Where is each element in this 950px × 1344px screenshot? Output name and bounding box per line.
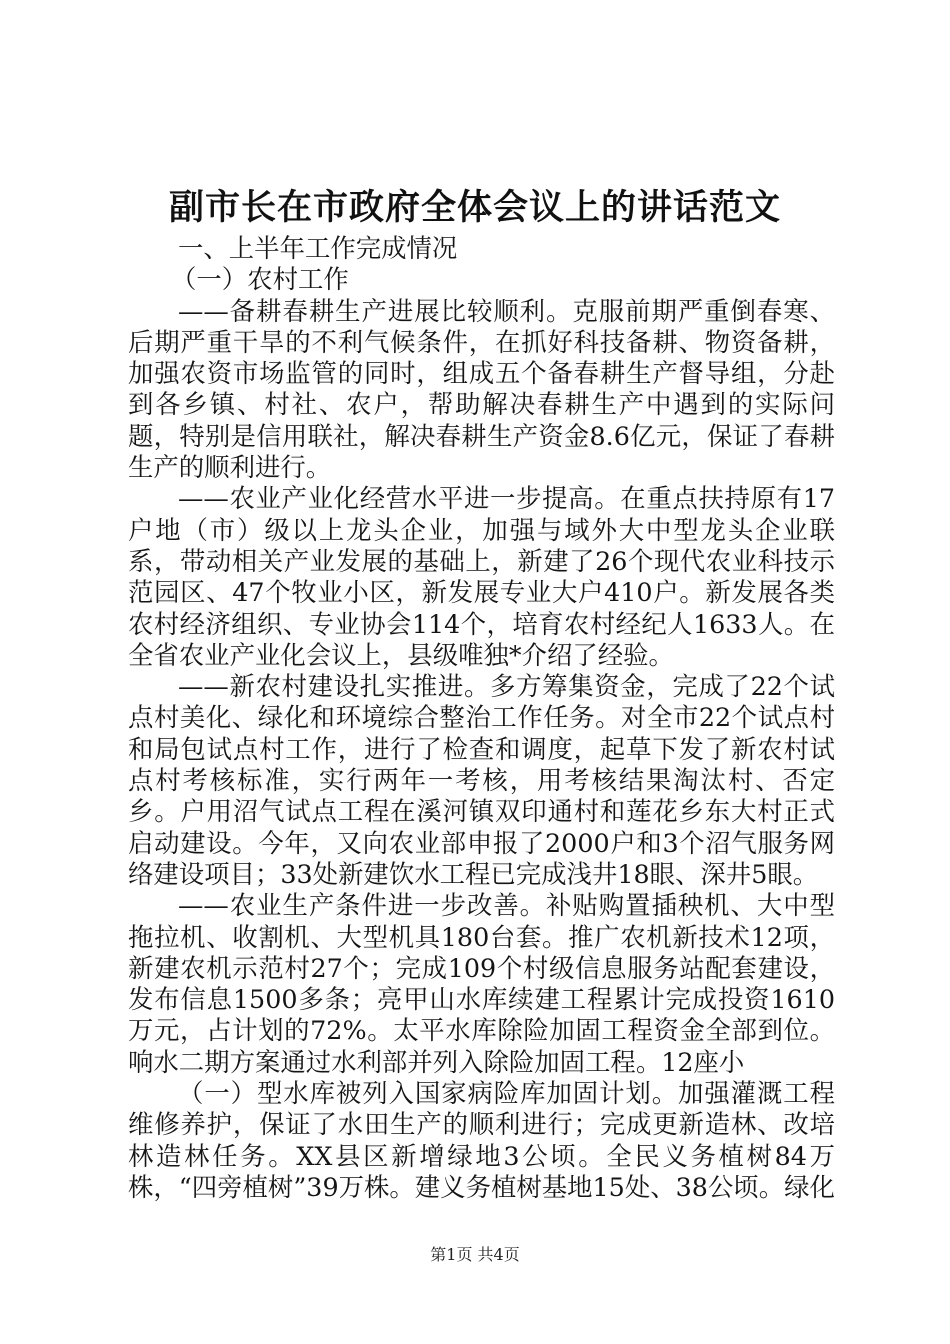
document-body — [128, 233, 835, 1203]
body-paragraph: （一）型水库被列入国家病险库加固计划。加强灌溉工程维修养护，保证了水田生产的顺利进行；完成更新造林、改培林造林任务。XX县区新增绿地3公顷。全民义务植树84万株，“四旁植树”39万株。建义务植树基地15处、38公顷。绿化 — [128, 1078, 835, 1202]
body-paragraph: ——农业产业化经营水平进一步提高。在重点扶持原有17户地（市）级以上龙头企业，加强与域外大中型龙头企业联系，带动相关产业发展的基础上，新建了26个现代农业科技示范园区、47个牧业小区，新发展专业大户410户。新发展各类农村经济组织、专业协会114个，培育农村经纪人1633人。在全省农业产业化会议上，县级唯独*介绍了经验。 — [128, 483, 835, 670]
document-title: 副市长在市政府全体会议上的讲话范文 — [168, 187, 781, 228]
page-number-footer: 第1页 共4页 — [430, 1245, 520, 1264]
subsection-heading: （一）农村工作 — [171, 264, 349, 295]
section-heading: 一、上半年工作完成情况 — [178, 233, 458, 263]
body-paragraph: ——新农村建设扎实推进。多方筹集资金，完成了22个试点村美化、绿化和环境综合整治工作任务。对全市22个试点村和局包试点村工作，进行了检查和调度，起草下发了新农村试点村考核标准，实行两年一考核，用考核结果淘汰村、否定乡。户用沼气试点工程在溪河镇双印通村和莲花乡东大村正式启动建设。今年，又向农业部申报了2000户和3个沼气服务网络建设项目；33处新建饮水工程已完成浅井18眼、深井5眼。 — [128, 671, 835, 889]
body-paragraph: ——农业生产条件进一步改善。补贴购置插秧机、大中型拖拉机、收割机、大型机具180台套。推广农机新技术12项，新建农机示范村27个；完成109个村级信息服务站配套建设，发布信息1500多条；亮甲山水库续建工程累计完成投资1610万元，占计划的72%。太平水库除险加固工程资金全部到位。响水二期方案通过水利部并列入除险加固工程。12座小 — [128, 890, 835, 1077]
body-paragraph: ——备耕春耕生产进展比较顺利。克服前期严重倒春寒、后期严重干旱的不利气候条件，在抓好科技备耕、物资备耕，加强农资市场监管的同时，组成五个备春耕生产督导组，分赴到各乡镇、村社、农户，帮助解决春耕生产中遇到的实际问题，特别是信用联社，解决春耕生产资金8.6亿元，保证了春耕生产的顺利进行。 — [128, 295, 835, 483]
